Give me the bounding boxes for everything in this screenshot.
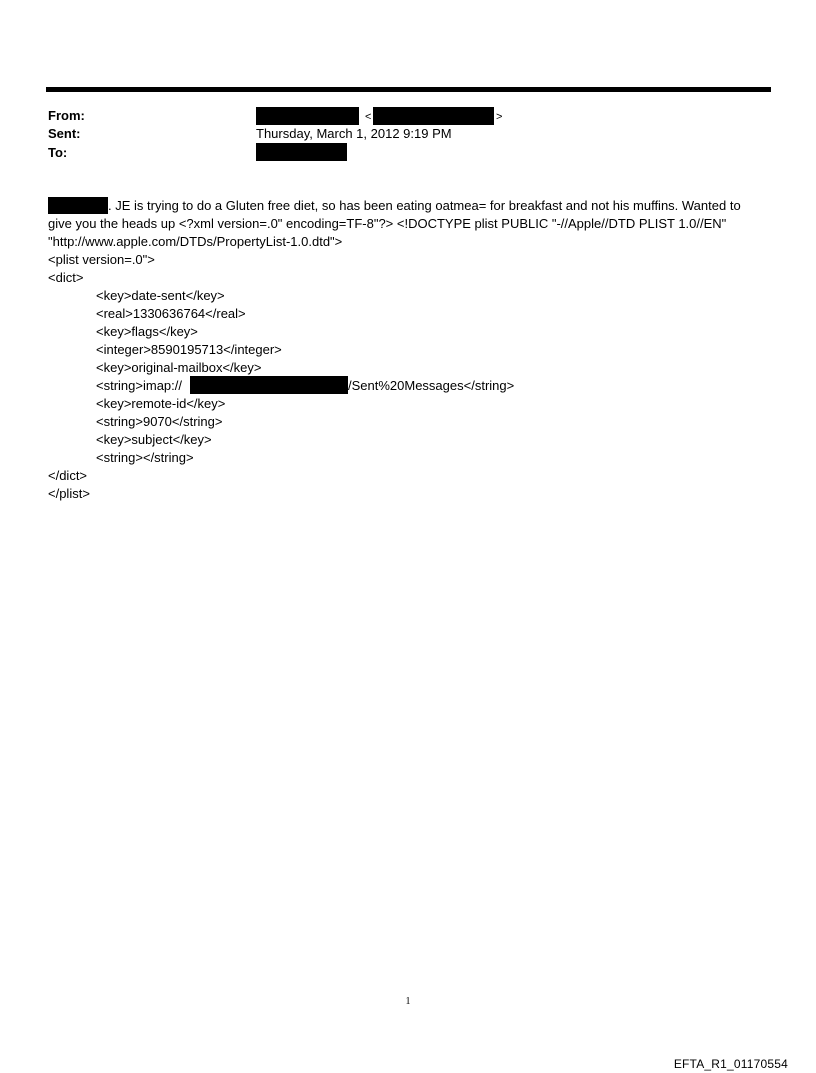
integer-value-line: <integer>8590195713</integer> <box>96 342 282 357</box>
from-email-open-bracket: < <box>365 111 372 123</box>
page-number: 1 <box>405 996 411 1007</box>
redacted-from-email <box>373 107 494 125</box>
string-remote-id-line: <string>9070</string> <box>96 414 223 429</box>
redacted-salutation <box>48 197 108 214</box>
key-date-sent-line: <key>date-sent</key> <box>96 288 225 303</box>
key-flags-line: <key>flags</key> <box>96 324 198 339</box>
key-remote-id-line: <key>remote-id</key> <box>96 396 226 411</box>
plist-close-line: </plist> <box>48 486 90 501</box>
body-line-2: give you the heads up <?xml version=.0" encoding=TF-8"?> <!DOCTYPE plist PUBLIC "-//Apple//DTD PLIST 1.0//EN" <box>48 216 727 231</box>
real-value-line: <real>1330636764</real> <box>96 306 246 321</box>
key-original-mailbox-line: <key>original-mailbox</key> <box>96 360 262 375</box>
redacted-imap-account <box>190 376 348 394</box>
plist-open-line: <plist version=.0"> <box>48 252 155 267</box>
sent-label: Sent: <box>48 126 81 141</box>
from-email-close-bracket: > <box>496 111 503 123</box>
redacted-to-name <box>256 143 347 161</box>
body-line-3: "http://www.apple.com/DTDs/PropertyList-1.0.dtd"> <box>48 234 343 249</box>
dict-open-line: <dict> <box>48 270 84 285</box>
string-subject-line: <string></string> <box>96 450 194 465</box>
to-label: To: <box>48 145 68 160</box>
redacted-from-name <box>256 107 359 125</box>
string-imap-prefix: <string>imap:// <box>96 378 182 393</box>
sent-value: Thursday, March 1, 2012 9:19 PM <box>256 126 452 141</box>
key-subject-line: <key>subject</key> <box>96 432 212 447</box>
from-label: From: <box>48 108 85 123</box>
dict-close-line: </dict> <box>48 468 88 483</box>
bates-number: EFTA_R1_01170554 <box>673 1057 788 1071</box>
string-imap-suffix: /Sent%20Messages</string> <box>348 378 515 393</box>
body-line-1: . JE is trying to do a Gluten free diet, so has been eating oatmea= for breakfast and not his muffins. Wanted to <box>108 198 741 213</box>
header-rule <box>46 87 771 92</box>
